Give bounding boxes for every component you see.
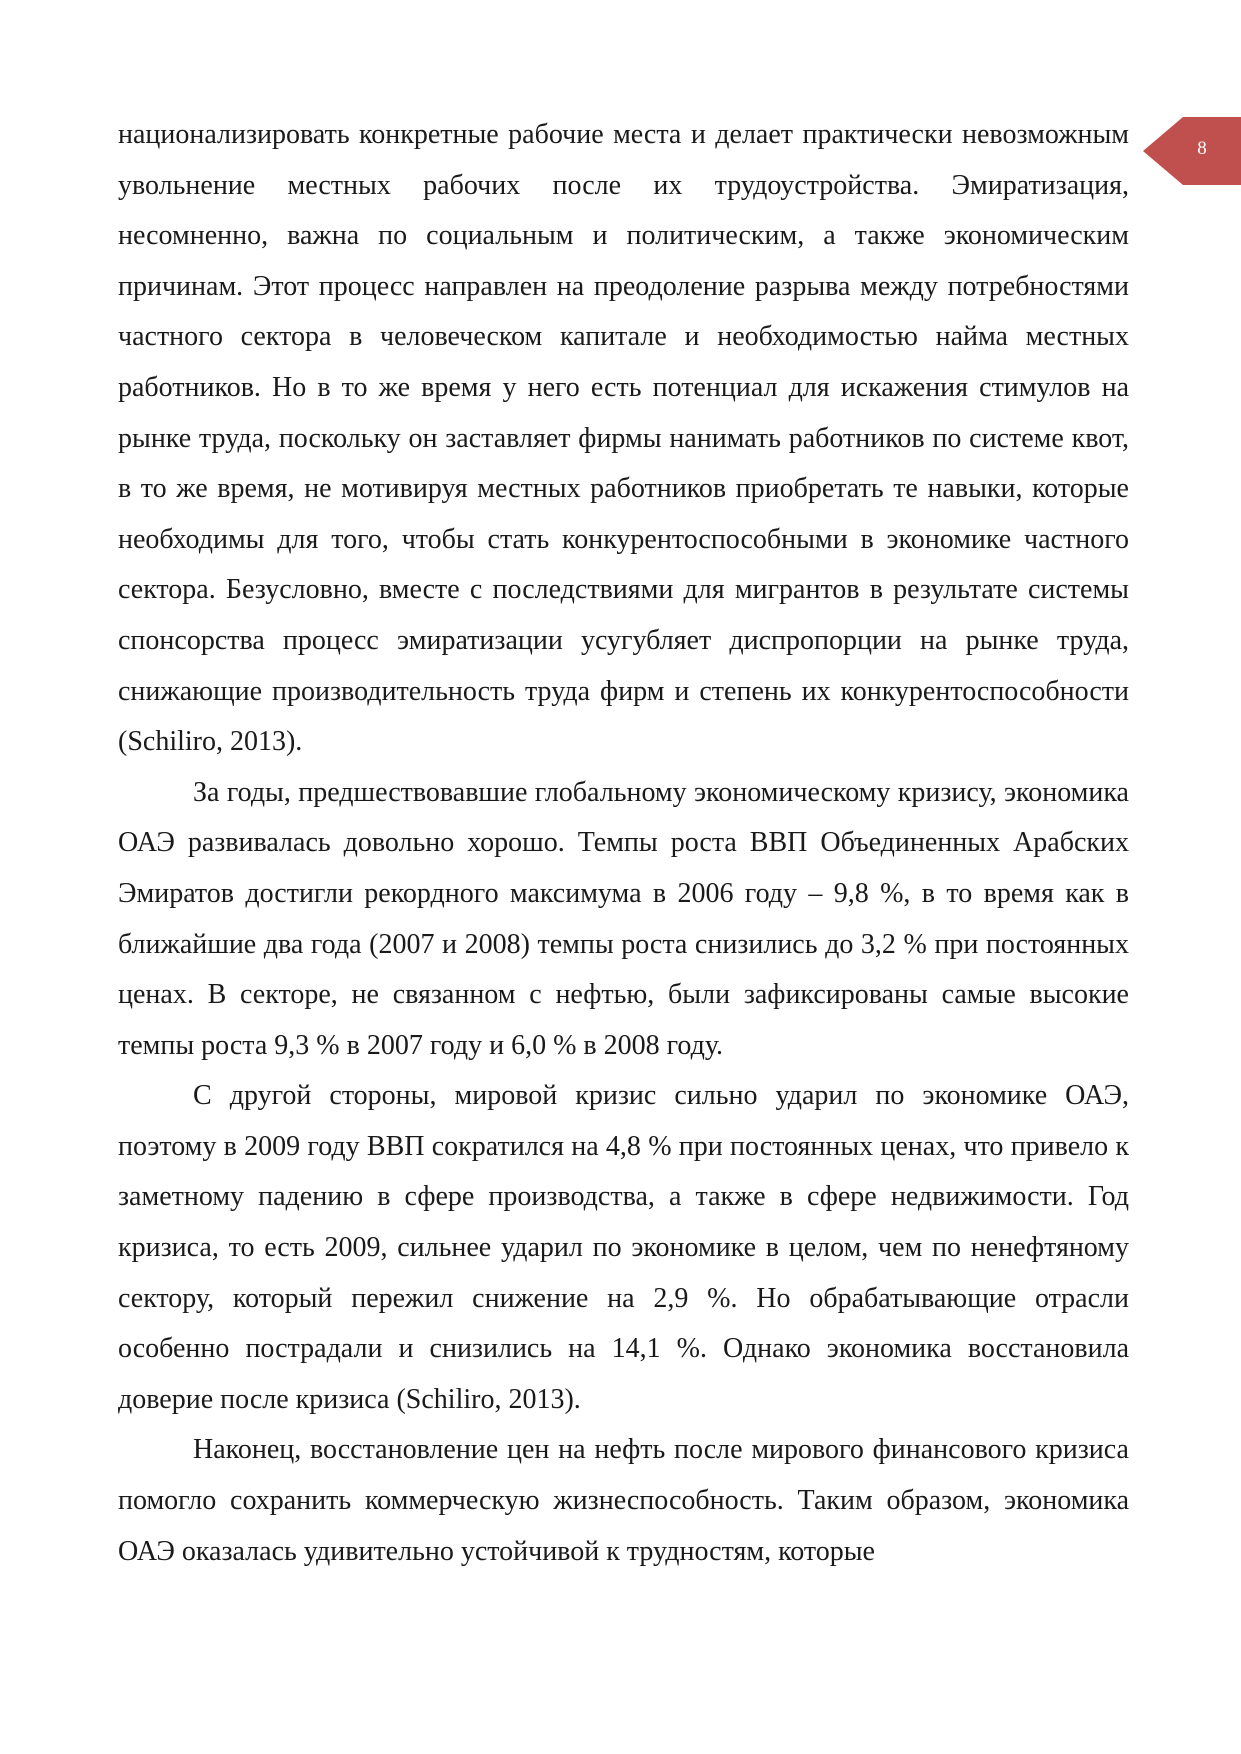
page-number-marker bbox=[1143, 117, 1241, 185]
page-number: 8 bbox=[1197, 138, 1207, 159]
paragraph-4: Наконец, восстановление цен на нефть после мирового финансового кризиса помогло сохранить коммерческую жизнеспособность. Таким образом, экономика ОАЭ оказалась удивительно устойчивой к трудностям, которые bbox=[118, 1434, 1129, 1567]
paragraph-3: С другой стороны, мировой кризис сильно ударил по экономике ОАЭ, поэтому в 2009 году ВВП сократился на 4,8 % при постоянных ценах, что привело к заметному падению в сфере производства, а также в сфере недвижимости. Год кризиса, то есть 2009, сильнее ударил по экономике в целом, чем по ненефтяному сектору, который пережил снижение на 2,9 %. Но обрабатывающие отрасли особенно пострадали и снизились на 14,1 %. Однако экономика восстановила доверие после кризиса (Schiliro, 2013). bbox=[118, 1080, 1129, 1415]
body-text bbox=[118, 110, 1129, 1577]
paragraph-1: национализировать конкретные рабочие места и делает практически невозможным увольнение местных рабочих после их трудоустройства. Эмиратизация, несомненно, важна по социальным и политическим, а также экономическим причинам. Этот процесс направлен на преодоление разрыва между потребностями частного сектора в человеческом капитале и необходимостью найма местных работников. Но в то же время у него есть потенциал для искажения стимулов на рынке труда, поскольку он заставляет фирмы нанимать работников по системе квот, в то же время, не мотивируя местных работников приобретать те навыки, которые необходимы для того, чтобы стать конкурентоспособными в экономике частного сектора. Безусловно, вместе с последствиями для мигрантов в результате системы спонсорства процесс эмиратизации усугубляет диспропорции на рынке труда, снижающие производительность труда фирм и степень их конкурентоспособности (Schiliro, 2013). bbox=[118, 119, 1129, 758]
paragraph-2: За годы, предшествовавшие глобальному экономическому кризису, экономика ОАЭ развивалась довольно хорошо. Темпы роста ВВП Объединенных Арабских Эмиратов достигли рекордного максимума в 2006 году – 9,8 %, в то время как в ближайшие два года (2007 и 2008) темпы роста снизились до 3,2 % при постоянных ценах. В секторе, не связанном с нефтью, были зафиксированы самые высокие темпы роста 9,3 % в 2007 году и 6,0 % в 2008 году. bbox=[118, 776, 1129, 1061]
